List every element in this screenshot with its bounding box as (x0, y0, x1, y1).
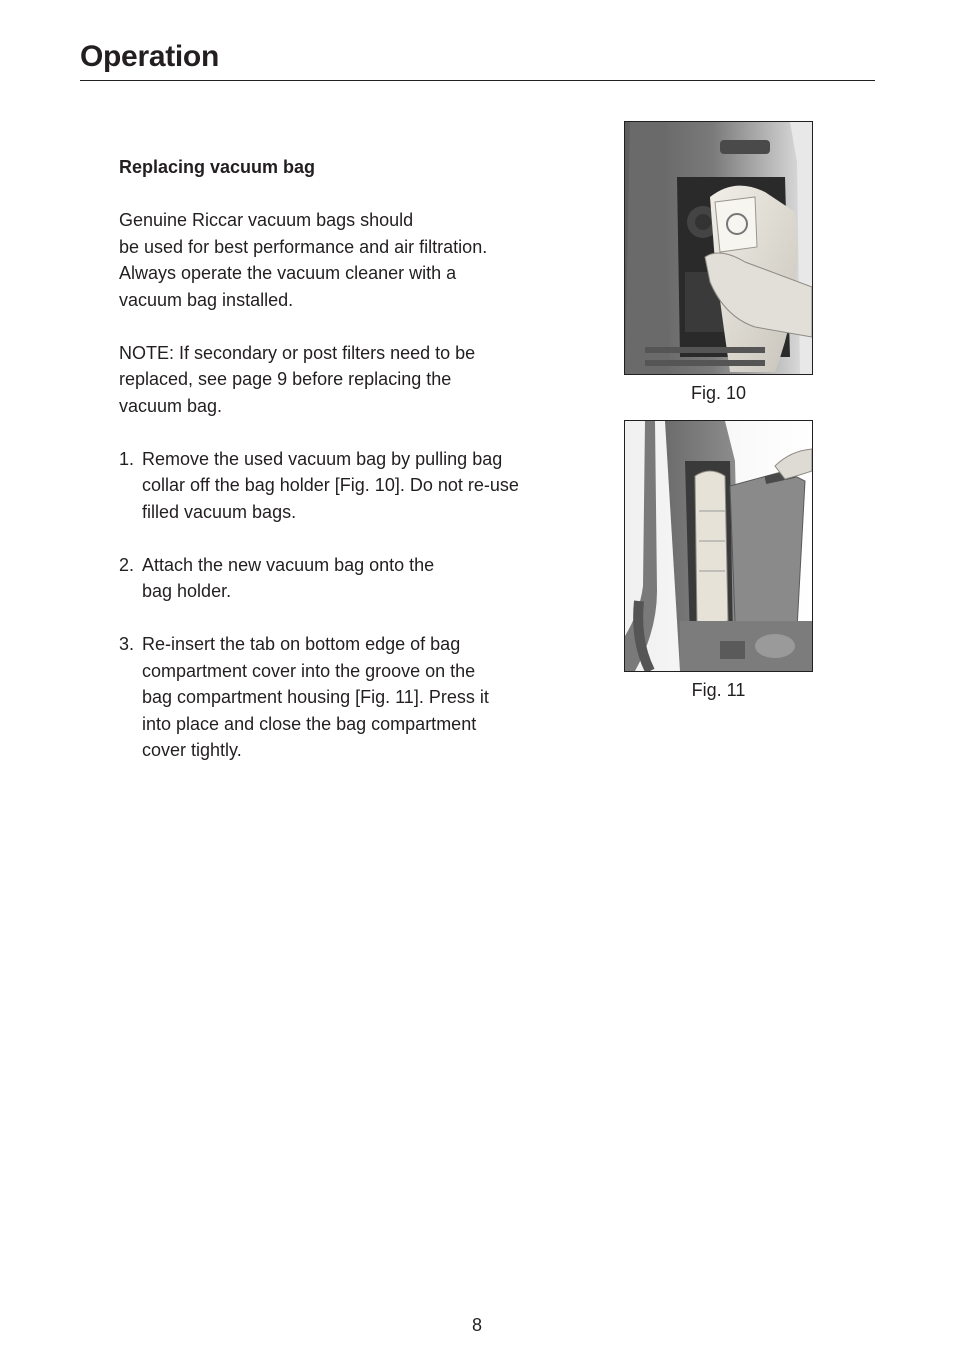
intro-line: be used for best performance and air filtration. (119, 236, 488, 257)
note-line: replaced, see page 9 before replacing the (119, 369, 452, 389)
page-header (80, 36, 875, 81)
step-item (119, 552, 569, 605)
section-heading: Replacing vacuum bag (119, 157, 316, 177)
vacuum-bag-removal-illustration (625, 122, 812, 374)
step-item (119, 446, 569, 526)
page-number: 8 (471, 1315, 482, 1335)
step-number: 3. (119, 634, 135, 654)
step-line: Remove the used vacuum bag by pulling bag (142, 448, 503, 469)
step-list (119, 446, 569, 764)
step-line: Re-insert the tab on bottom edge of bag (142, 634, 461, 654)
intro-line: Genuine Riccar vacuum bags should (119, 210, 414, 230)
step-line: Attach the new vacuum bag onto the (142, 554, 435, 575)
note-paragraph (119, 340, 569, 420)
step-number: 1. (119, 448, 135, 469)
step-item (119, 631, 569, 764)
figure-11 (624, 420, 813, 702)
main-content (119, 154, 569, 790)
note-line: vacuum bag. (119, 395, 223, 416)
bag-compartment-cover-illustration (625, 421, 812, 671)
figure-caption: Fig. 11 (691, 680, 746, 700)
figure-11-photo (624, 420, 813, 672)
intro-line: vacuum bag installed. (119, 289, 294, 310)
figure-10-photo (624, 121, 813, 375)
step-line: bag holder. (142, 581, 232, 601)
step-line: collar off the bag holder [Fig. 10]. Do not re-use (142, 475, 519, 495)
step-line: into place and close the bag compartment (142, 713, 477, 734)
step-line: filled vacuum bags. (142, 501, 297, 522)
intro-paragraph (119, 207, 569, 313)
figure-caption: Fig. 10 (690, 383, 747, 403)
note-line: NOTE: If secondary or post filters need to be (119, 342, 476, 363)
intro-line: Always operate the vacuum cleaner with a (119, 263, 457, 283)
step-number: 2. (119, 554, 135, 575)
step-line: compartment cover into the groove on the (142, 660, 476, 681)
page-title: Operation (80, 40, 219, 73)
figure-10 (624, 121, 813, 405)
step-line: bag compartment housing [Fig. 11]. Press it (142, 687, 489, 707)
step-line: cover tightly. (142, 740, 242, 760)
